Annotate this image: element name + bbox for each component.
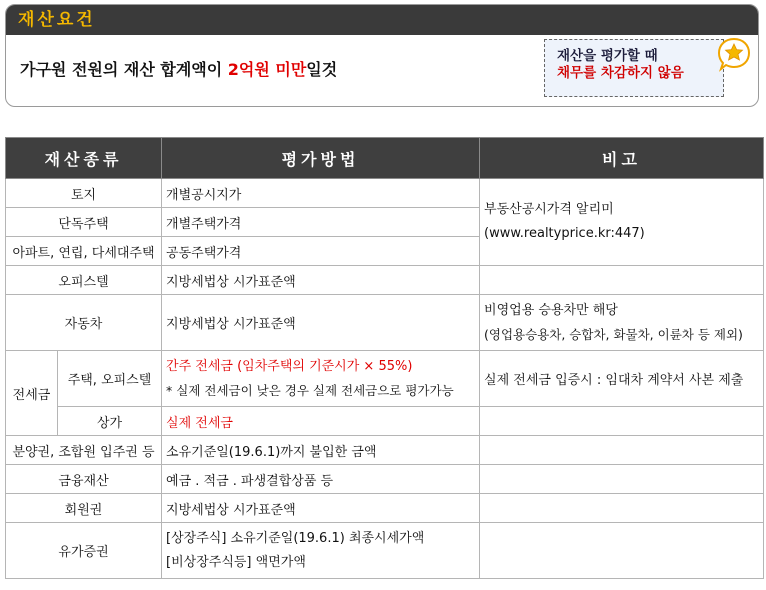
remark-line: (영업용승용차, 승합차, 화물차, 이륜차 등 제외) (484, 326, 743, 342)
requirement-main-post: 일것 (306, 60, 338, 79)
property-table (5, 137, 764, 579)
type-cell: 토지 (6, 179, 162, 208)
table-header-row (6, 138, 764, 179)
table-row (6, 407, 764, 436)
type-cell: 전세금 (6, 351, 58, 436)
table-row (6, 494, 764, 523)
method-line: 간주 전세금 (임차주택의 기준시가 × 55%) (166, 358, 413, 374)
table-row (6, 351, 764, 407)
remark-cell (480, 266, 764, 295)
remark-cell (480, 523, 764, 579)
method-line: [비상장주식등] 액면가액 (166, 554, 306, 570)
requirement-highlight: 2억원 미만 (227, 60, 307, 79)
remark-cell (480, 295, 764, 351)
header-property-type: 재산종류 (6, 138, 162, 179)
table-row (6, 465, 764, 494)
method-cell: 예금 . 적금 . 파생결합상품 등 (162, 465, 480, 494)
remark-cell (480, 436, 764, 465)
method-cell: 지방세법상 시가표준액 (162, 295, 480, 351)
method-cell (162, 523, 480, 579)
table-row (6, 523, 764, 579)
remark-cell: 실제 전세금 입증시 : 임대차 계약서 사본 제출 (480, 351, 764, 407)
method-cell: 소유기준일(19.6.1)까지 불입한 금액 (162, 436, 480, 465)
remark-cell (480, 465, 764, 494)
requirement-main-text (20, 57, 337, 80)
note-line-2: 채무를 차감하지 않음 (557, 65, 684, 81)
note-box (544, 39, 724, 97)
header-remarks: 비고 (480, 138, 764, 179)
method-cell: 지방세법상 시가표준액 (162, 266, 480, 295)
requirement-main-pre: 가구원 전원의 재산 합계액이 (20, 60, 228, 79)
subtype-cell: 주택, 오피스텔 (58, 351, 162, 407)
method-cell (162, 351, 480, 407)
type-cell: 자동차 (6, 295, 162, 351)
note-line-1: 재산을 평가할 때 (557, 48, 658, 64)
method-note: * 실제 전세금이 낮은 경우 실제 전세금으로 평가가능 (166, 382, 454, 398)
type-cell: 유가증권 (6, 523, 162, 579)
type-cell: 회원권 (6, 494, 162, 523)
table-row (6, 436, 764, 465)
remark-line: 부동산공시가격 알리미 (484, 202, 614, 217)
subtype-cell: 상가 (58, 407, 162, 436)
star-speech-bubble-icon (716, 36, 752, 72)
remark-cell (480, 179, 764, 266)
method-cell: 지방세법상 시가표준액 (162, 494, 480, 523)
method-cell: 공동주택가격 (162, 237, 480, 266)
type-cell: 단독주택 (6, 208, 162, 237)
method-cell: 개별공시지가 (162, 179, 480, 208)
type-cell: 아파트, 연립, 다세대주택 (6, 237, 162, 266)
type-cell: 분양권, 조합원 입주권 등 (6, 436, 162, 465)
type-cell: 금융재산 (6, 465, 162, 494)
method-line: [상장주식] 소유기준일(19.6.1) 최종시세가액 (166, 530, 425, 546)
table-row (6, 266, 764, 295)
table-row (6, 295, 764, 351)
remark-line: (www.realtyprice.kr:447) (484, 226, 645, 241)
table-row (6, 179, 764, 208)
method-cell: 개별주택가격 (162, 208, 480, 237)
remark-cell (480, 407, 764, 436)
remark-line: 비영업용 승용차만 해당 (484, 302, 618, 318)
type-cell: 오피스텔 (6, 266, 162, 295)
remark-cell (480, 494, 764, 523)
requirement-header: 재산요건 (6, 5, 758, 35)
header-eval-method: 평가방법 (162, 138, 480, 179)
method-cell: 실제 전세금 (162, 407, 480, 436)
